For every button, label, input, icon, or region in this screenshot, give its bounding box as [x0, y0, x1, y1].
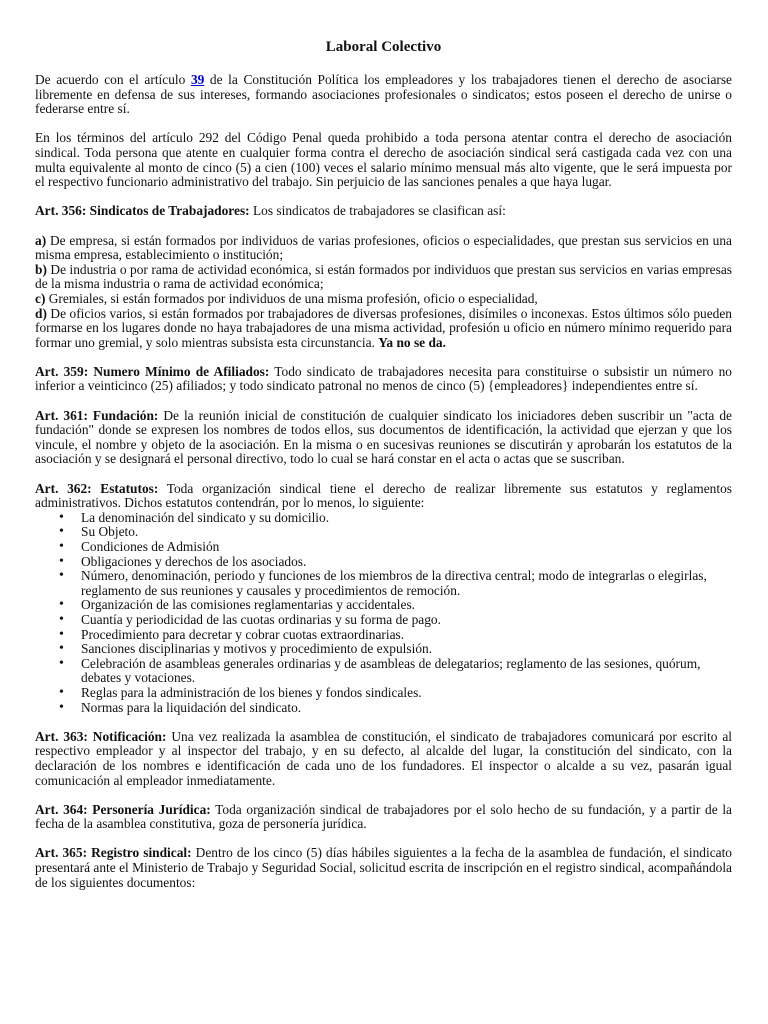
article-39-link[interactable]: 39 — [190, 72, 205, 87]
art363-heading: Art. 363: Notificación: — [35, 728, 167, 744]
art364-heading: Art. 364: Personería Jurídica: — [35, 801, 211, 817]
item-label: d) — [35, 305, 47, 321]
art356-item-b — [35, 263, 732, 292]
document-page — [35, 38, 732, 905]
intro-paragraph — [35, 73, 732, 117]
art356-item-d — [35, 307, 732, 351]
list-item: • Procedimiento para decretar y cobrar cuotas extraordinarias. — [81, 628, 732, 643]
art359-paragraph — [35, 365, 732, 394]
art359-heading: Art. 359: Numero Mínimo de Afiliados: — [35, 363, 270, 379]
item-label: a) — [35, 232, 47, 248]
item-label: c) — [35, 290, 46, 306]
item-label: b) — [35, 261, 47, 277]
art361-text: De la reunión inicial de constitución de cualquier sindicato los iniciadores deben suscribir un "acta de fundación" donde se expresen los nombres de todos ellos, sus documentos de identificación, la actividad que ejerzan y que los vincule, el nombre y objeto de la asociación. En la misma o en sucesivas reuniones se discutirán y aprobarán los estatutos de la asociación y se designará el personal directivo, todo lo cual se hará constar en el acta o actas que se suscriban. — [35, 407, 732, 467]
document-title: Laboral Colectivo — [325, 39, 442, 55]
art359-text: Todo sindicato de trabajadores necesita para constituirse o subsistir un número no inferior a veinticinco (25) afiliados; y todo sindicato patronal no menos de cinco (5) {empleadores} independientes entre sí. — [35, 363, 732, 394]
art364-paragraph — [35, 803, 732, 832]
list-item: • Normas para la liquidación del sindicato. — [81, 701, 732, 716]
art365-heading: Art. 365: Registro sindical: — [35, 845, 192, 861]
art363-text: Una vez realizada la asamblea de constitución, el sindicato de trabajadores comunicará por escrito al respectivo empleador y al inspector del trabajo, y en su defecto, al alcalde del lugar, la constitución del sindicato, con la declaración de los nombres e identificación de cada uno de los fundadores. El inspector o alcalde a su vez, pasarán igual comunicación al empleador inmediatamente. — [35, 728, 732, 788]
list-item: • Organización de las comisiones reglamentarias y accidentales. — [81, 598, 732, 613]
item-bold-note: Ya no se da. — [378, 334, 446, 350]
art356-heading: Art. 356: Sindicatos de Trabajadores: — [35, 203, 250, 219]
art362-text: Toda organización sindical tiene el derecho de realizar libremente sus estatutos y reglamentos administrativos. Dichos estatutos contendrán, por lo menos, lo siguiente: — [35, 480, 732, 511]
list-item: • Número, denominación, periodo y funciones de los miembros de la directiva central; modo de integrarlas o elegirlas, reglamento de sus reuniones y causales y procedimientos de remoción. — [81, 569, 732, 598]
list-item: • Sanciones disciplinarias y motivos y procedimiento de expulsión. — [81, 642, 732, 657]
art361-paragraph — [35, 409, 732, 467]
art362-paragraph — [35, 482, 732, 511]
item-text: De empresa, si están formados por individuos de varias profesiones, oficios o especialidades, que prestan sus servicios en una misma empresa, establecimiento o institución; — [35, 232, 732, 263]
item-text: De oficios varios, si están formados por trabajadores de diversas profesiones, disímiles o inconexas. Estos últimos sólo pueden formarse en los lugares donde no haya trabajadores de una misma actividad, profesión u oficio en número mínimo requerido para formar uno gremial, y solo mientras subsista esta circunstancia. — [35, 305, 732, 350]
art356-paragraph — [35, 204, 732, 219]
list-item: • La denominación del sindicato y su domicilio. — [81, 511, 732, 526]
penal-code-paragraph: En los términos del artículo 292 del Código Penal queda prohibido a toda persona atentar contra el derecho de asociación sindical. Toda persona que atente en cualquier forma contra el derecho de asociación sindical será castigada cada vez con una multa equivalente al monto de cinco (5) a cien (100) veces el salario mínimo mensual más alto vigente, que le será impuesta por el respectivo funcionario administrativo del trabajo. Sin perjuicio de las sanciones penales a que haya lugar. — [35, 130, 732, 190]
art363-paragraph — [35, 730, 732, 788]
list-item: • Celebración de asambleas generales ordinarias y de asambleas de delegatarios; reglamento de las sesiones, quórum, debates y votaciones. — [81, 657, 732, 686]
list-item: • Obligaciones y derechos de los asociados. — [81, 555, 732, 570]
art362-bullet-list — [35, 511, 732, 715]
item-text: De industria o por rama de actividad económica, si están formados por individuos que prestan sus servicios en varias empresas de la misma industria o rama de actividad económica; — [35, 261, 732, 292]
art365-paragraph — [35, 846, 732, 890]
art365-text: Dentro de los cinco (5) días hábiles siguientes a la fecha de la asamblea de fundación, el sindicato presentará ante el Ministerio de Trabajo y Seguridad Social, solicitud escrita de inscripción en el registro sindical, acompañándola de los siguientes documentos: — [35, 845, 732, 890]
list-item: • Su Objeto. — [81, 525, 732, 540]
art356-item-c — [35, 292, 732, 307]
item-text: Gremiales, si están formados por individuos de una misma profesión, oficio o especialidad, — [45, 290, 538, 306]
list-item: • Reglas para la administración de los bienes y fondos sindicales. — [81, 686, 732, 701]
list-item: • Cuantía y periodicidad de las cuotas ordinarias y su forma de pago. — [81, 613, 732, 628]
art361-heading: Art. 361: Fundación: — [35, 407, 159, 423]
art362-heading: Art. 362: Estatutos: — [35, 480, 159, 496]
art356-text: Los sindicatos de trabajadores se clasifican así: — [249, 203, 506, 219]
intro-text-before: De acuerdo con el artículo — [35, 72, 191, 87]
art364-text: Toda organización sindical de trabajadores por el solo hecho de su fundación, y a partir de la fecha de la asamblea constitutiva, goza de personería jurídica. — [35, 801, 732, 832]
art356-item-a — [35, 234, 732, 263]
list-item: • Condiciones de Admisión — [81, 540, 732, 555]
intro-text-after: de la Constitución Política los empleadores y los trabajadores tienen el derecho de asociarse libremente en defensa de sus intereses, formando asociaciones profesionales o sindicatos; estos poseen el derecho de unirse o federarse entre sí. — [35, 72, 733, 117]
